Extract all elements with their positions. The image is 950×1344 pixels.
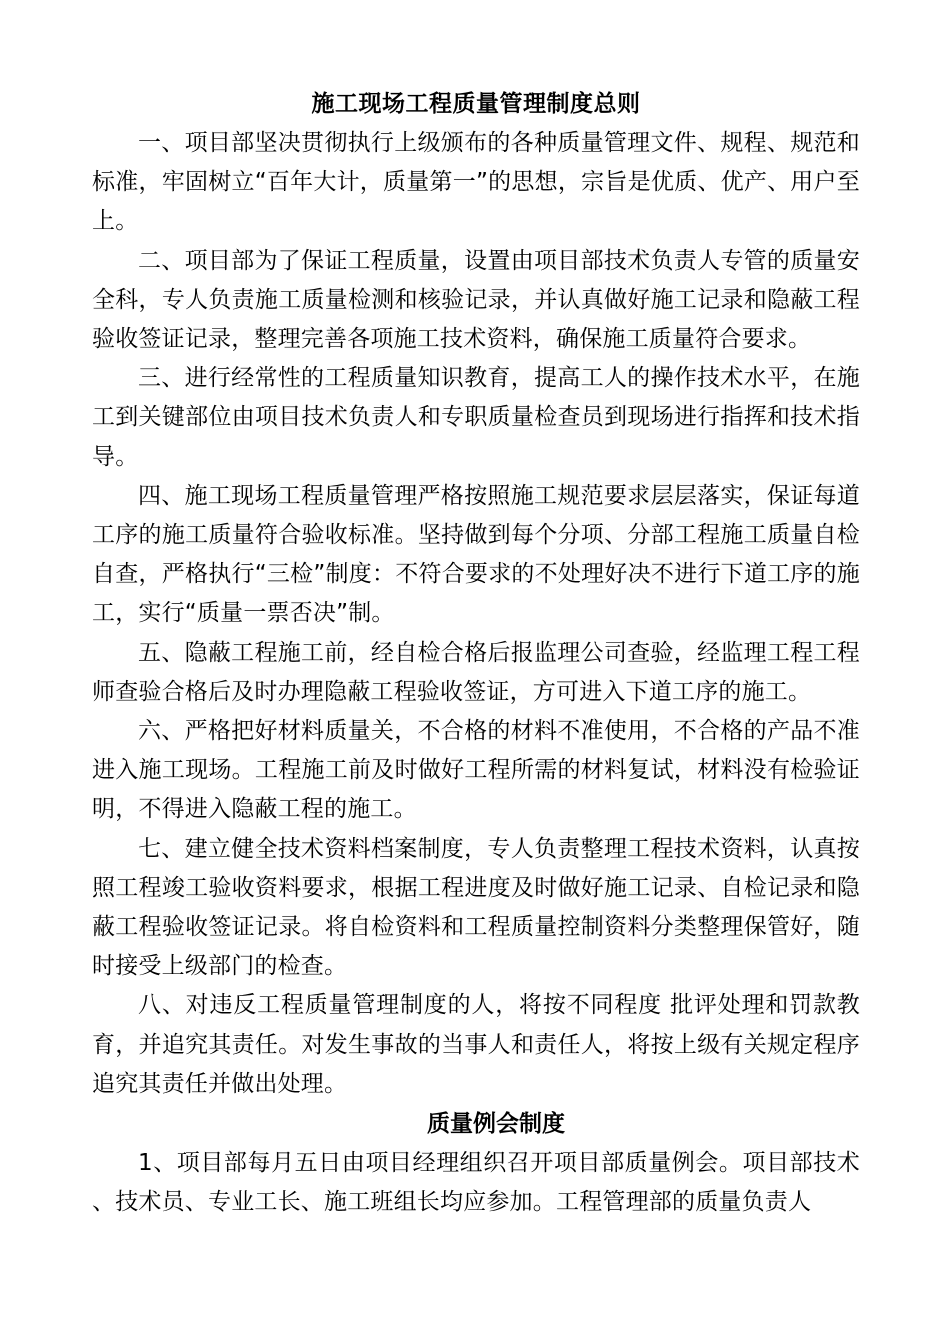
paragraph-5: 五、隐蔽工程施工前，经自检合格后报监理公司查验，经监理工程工程师查验合格后及时办理隐蔽工程验收签证，方可进入下道工序的施工。 (92, 639, 860, 705)
document-page (92, 84, 860, 1222)
paragraph-7: 七、建立健全技术资料档案制度，专人负责整理工程技术资料，认真按照工程竣工验收资料要求，根据工程进度及时做好施工记录、自检记录和隐蔽工程验收签证记录。将自检资料和工程质量控制资料分类整理保管好，随时接受上级部门的检查。 (92, 835, 860, 980)
paragraph-6: 六、严格把好材料质量关，不合格的材料不准使用，不合格的产品不准进入施工现场。工程施工前及时做好工程所需的材料复试，材料没有检验证明，不得进入隐蔽工程的施工。 (92, 718, 860, 823)
document-title: 施工现场工程质量管理制度总则 (311, 91, 641, 117)
paragraph-2: 二、项目部为了保证工程质量，设置由项目部技术负责人专管的质量安全科，专人负责施工质量检测和核验记录，并认真做好施工记录和隐蔽工程验收签证记录，整理完善各项施工技术资料，确保施工质量符合要求。 (92, 247, 860, 353)
paragraph-4: 四、施工现场工程质量管理严格按照施工规范要求层层落实，保证每道工序的施工质量符合验收标准。坚持做到每个分项、分部工程施工质量自检自查，严格执行“三检”制度：不符合要求的不处理好决不进行下道工序的施工，实行“质量一票否决”制。 (92, 482, 860, 627)
paragraph-3: 三、进行经常性的工程质量知识教育，提高工人的操作技术水平，在施工到关键部位由项目技术负责人和专职质量检查员到现场进行指挥和技术指导。 (92, 365, 860, 470)
section2-paragraph-1: 1、项目部每月五日由项目经理组织召开项目部质量例会。项目部技术 、技术员、专业工长、施工班组长均应参加。工程管理部的质量负责人 (92, 1150, 860, 1216)
section-title-quality-meeting: 质量例会制度 (427, 1111, 565, 1138)
paragraph-1: 一、项目部坚决贯彻执行上级颁布的各种质量管理文件、规程、规范和标准，牢固树立“百年大计，质量第一”的思想，宗旨是优质、优产、用户至上。 (92, 130, 860, 235)
paragraph-8: 八、对违反工程质量管理制度的人，将按不同程度 批评处理和罚款教育，并追究其责任。对发生事故的当事人和责任人，将按上级有关规定程序追究其责任并做出处理。 (92, 992, 860, 1097)
